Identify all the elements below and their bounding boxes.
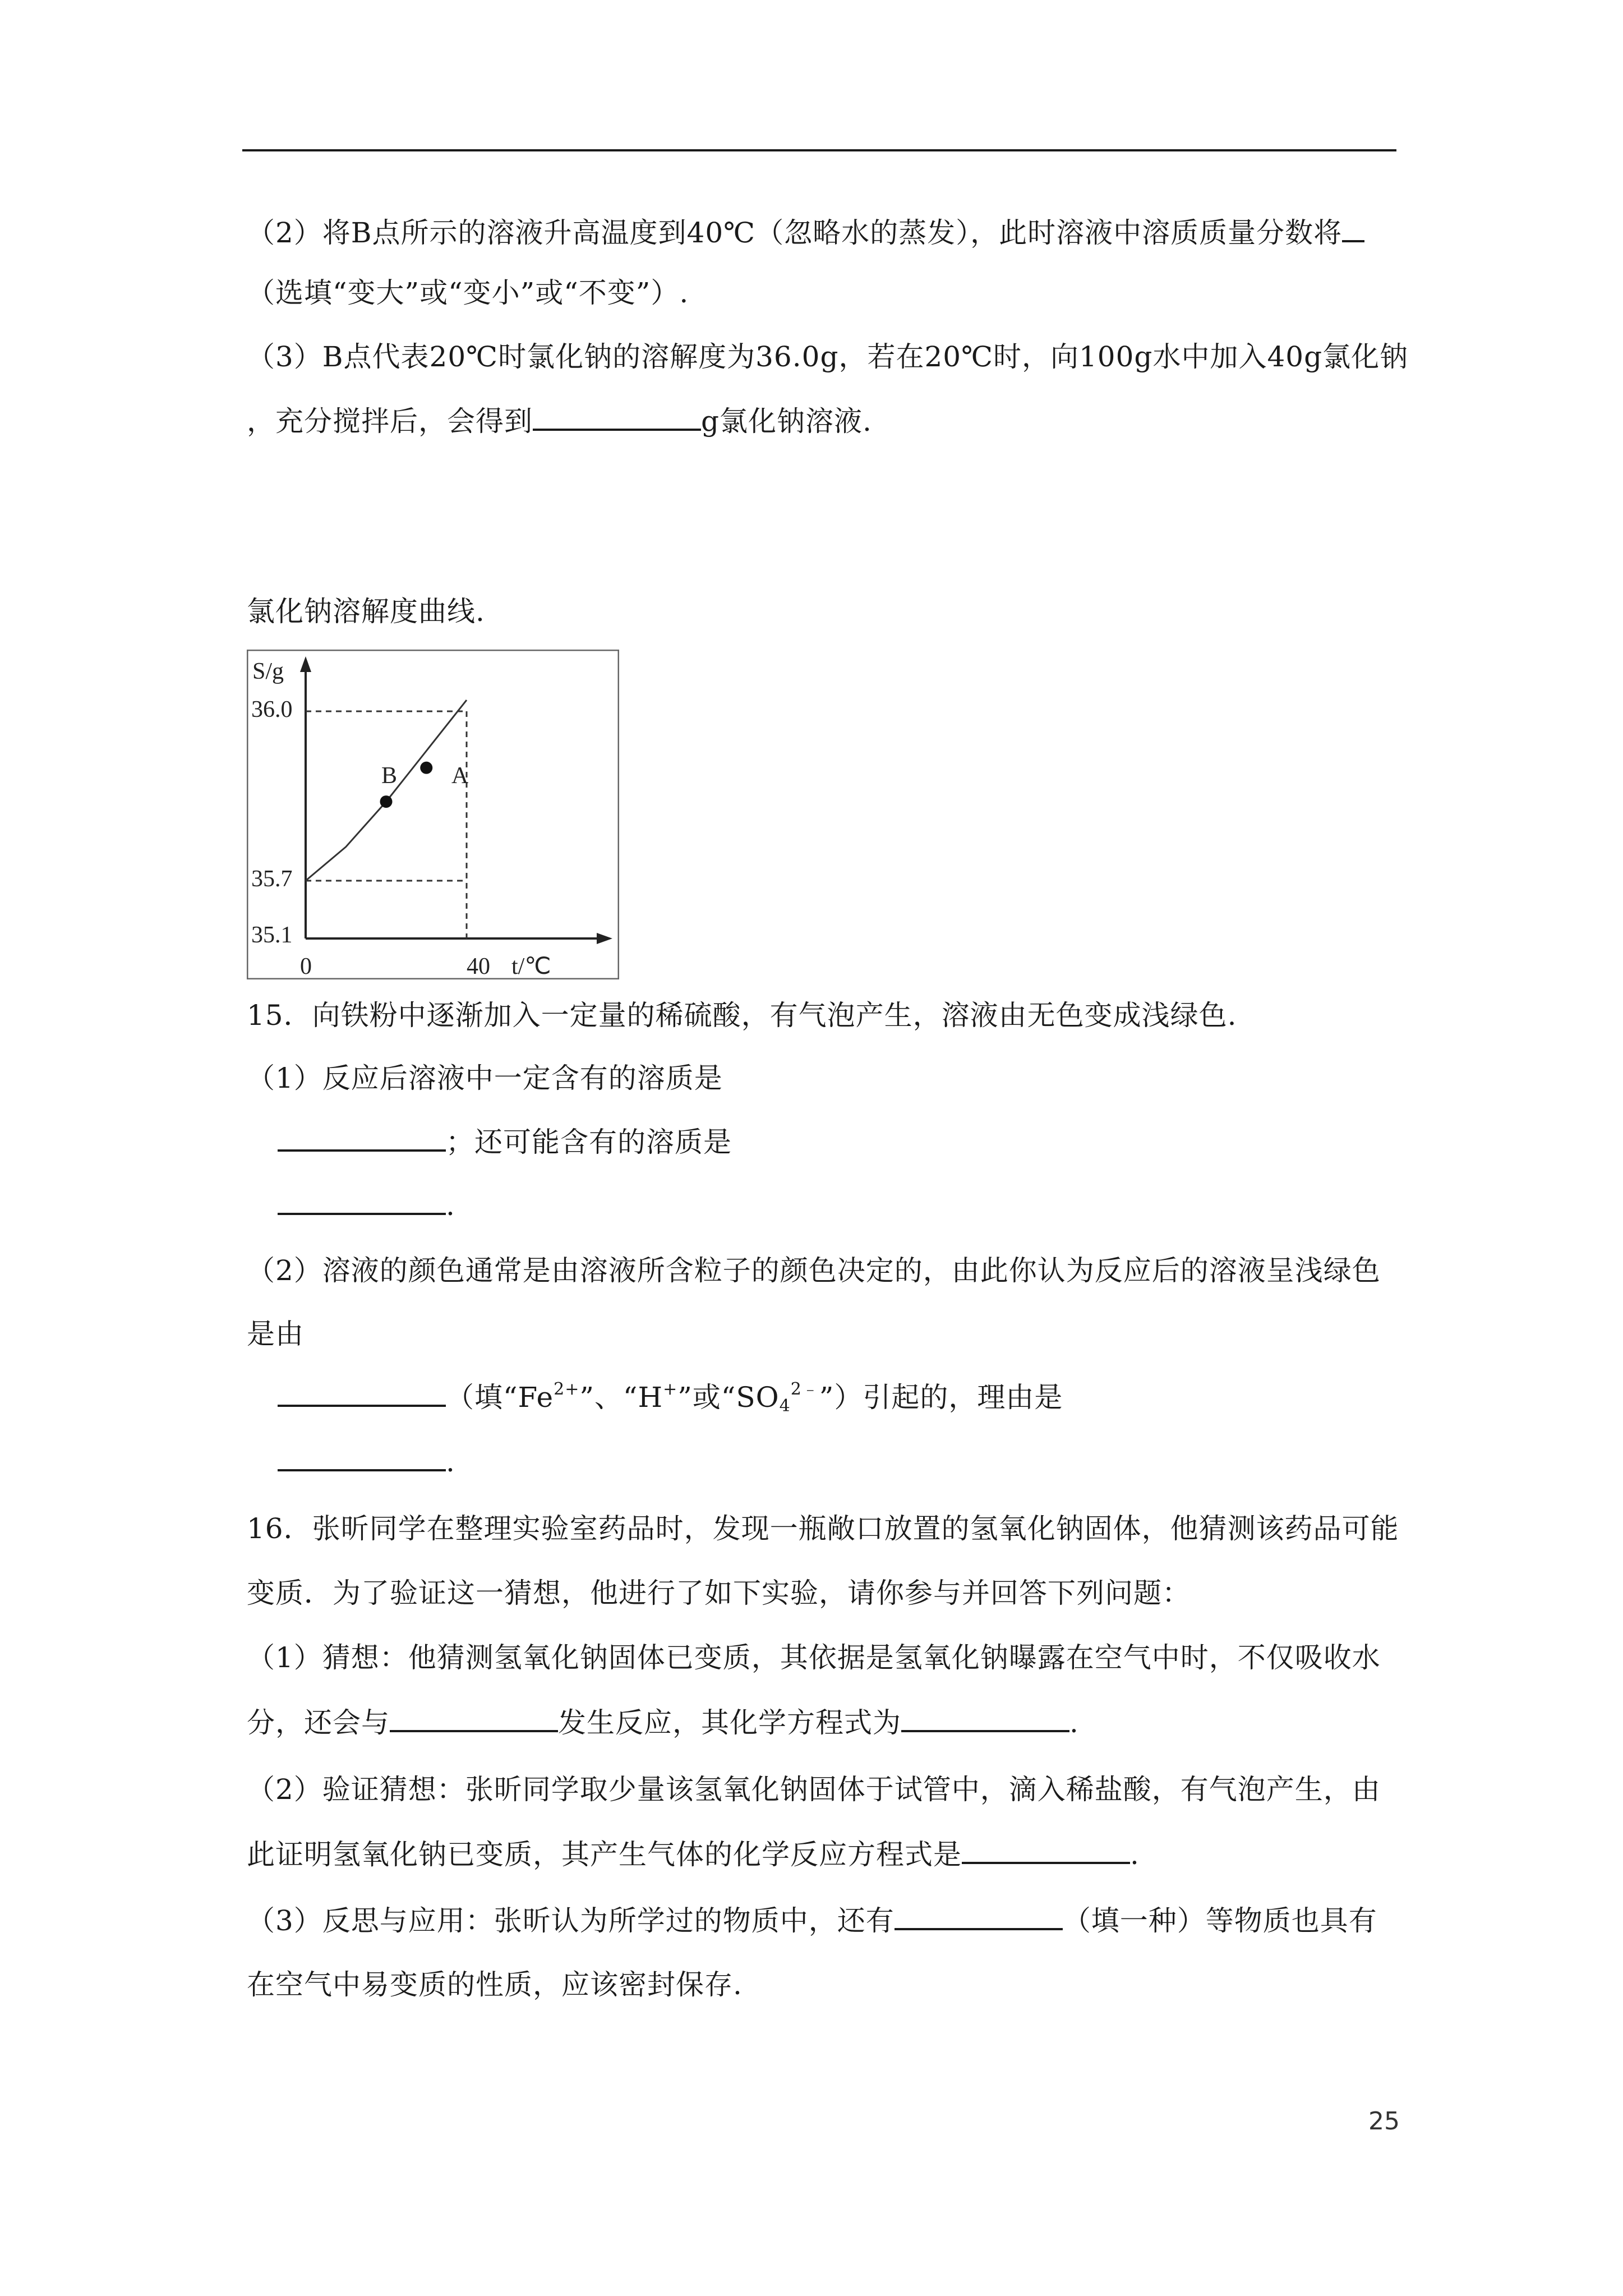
q16-part3-line1: （3）反思与应用：张昕认为所学过的物质中，还有 （填一种）等物质也具有 — [247, 1904, 1377, 1937]
answer-blank[interactable] — [901, 1705, 1069, 1732]
solubility-chart — [247, 650, 619, 979]
q16-part1-line1: （1）猜想：他猜测氢氧化钠固体已变质，其依据是氢氧化钠曝露在空气中时，不仅吸收水 — [247, 1641, 1381, 1674]
q14-part3-line1: （3）B点代表20℃时氯化钠的溶解度为36.0g，若在20℃时，向100g水中加入40g氯化钠 — [247, 341, 1409, 373]
q15-part1-line2: ；还可能含有的溶质是 — [278, 1125, 732, 1159]
point-b-marker — [380, 795, 393, 808]
figure-caption: 氯化钠溶解度曲线. — [247, 595, 485, 628]
answer-blank[interactable] — [278, 1380, 446, 1407]
q16-stem-line1: 16．张昕同学在整理实验室药品时，发现一瓶敞口放置的氢氧化钠固体，他猜测该药品可能 — [247, 1512, 1399, 1545]
page-number: 25 — [1368, 2107, 1400, 2136]
q16-part2-line1: （2）验证猜想：张昕同学取少量该氢氧化钠固体于试管中，滴入稀盐酸，有气泡产生，由 — [247, 1773, 1381, 1806]
q16-part2-line2: 此证明氢氧化钠已变质，其产生气体的化学反应方程式是 . — [247, 1838, 1140, 1871]
point-a-label: A — [451, 763, 469, 789]
answer-blank[interactable] — [1342, 215, 1364, 242]
q14-part2-line2: （选填“变大”或“变小”或“不变”）. — [247, 277, 689, 309]
q15-part2-line3: （填“$Fe^{2+}$”、“H+”或“$SO_4^{2﹣}$”）引起的，理由是 — [278, 1380, 1063, 1414]
q14-part2-line1: （2）将B点所示的溶液升高温度到40℃（忽略水的蒸发），此时溶液中溶质质量分数将 — [247, 215, 1364, 250]
header-rule — [242, 149, 1396, 151]
answer-blank[interactable] — [962, 1837, 1130, 1864]
figure-frame — [247, 650, 619, 979]
answer-blank[interactable] — [278, 1188, 446, 1215]
answer-blank[interactable] — [895, 1903, 1063, 1930]
y-tick-label-36-0: 36.0 — [251, 697, 293, 723]
x-axis-label: t/℃ — [511, 954, 551, 979]
q16-part3-line2: 在空气中易变质的性质，应该密封保存. — [247, 1968, 743, 2001]
point-b-label: B — [381, 763, 398, 789]
q14-part3-line2: ，充分搅拌后，会得到 g氯化钠溶液. — [247, 405, 872, 438]
point-a-marker — [420, 762, 432, 774]
answer-blank[interactable] — [533, 404, 701, 431]
y-axis-label: S/g — [252, 659, 284, 684]
x-tick-label-40: 40 — [467, 954, 490, 979]
y-tick-label-35-7: 35.7 — [251, 866, 293, 892]
q16-stem-line2: 变质．为了验证这一猜想，他进行了如下实验，请你参与并回答下列问题： — [247, 1577, 1191, 1609]
y-tick-label-35-1: 35.1 — [251, 922, 293, 948]
q15-part2-line1: （2）溶液的颜色通常是由溶液所含粒子的颜色决定的，由此你认为反应后的溶液呈浅绿色 — [247, 1254, 1381, 1287]
answer-blank[interactable] — [278, 1444, 446, 1471]
answer-blank[interactable] — [390, 1705, 558, 1732]
q15-part1-line3: . — [278, 1188, 455, 1222]
solubility-figure — [247, 650, 619, 979]
q16-part1-line2: 分，还会与 发生反应，其化学方程式为 . — [247, 1706, 1079, 1739]
q15-stem: 15．向铁粉中逐渐加入一定量的稀硫酸，有气泡产生，溶液由无色变成浅绿色. — [247, 999, 1237, 1032]
q15-part1: （1）反应后溶液中一定含有的溶质是 — [247, 1062, 723, 1094]
answer-blank[interactable] — [278, 1125, 446, 1152]
q15-part2-line4: . — [278, 1444, 455, 1479]
x-tick-label-0: 0 — [300, 954, 312, 979]
q15-part2-line2: 是由 — [247, 1318, 304, 1350]
